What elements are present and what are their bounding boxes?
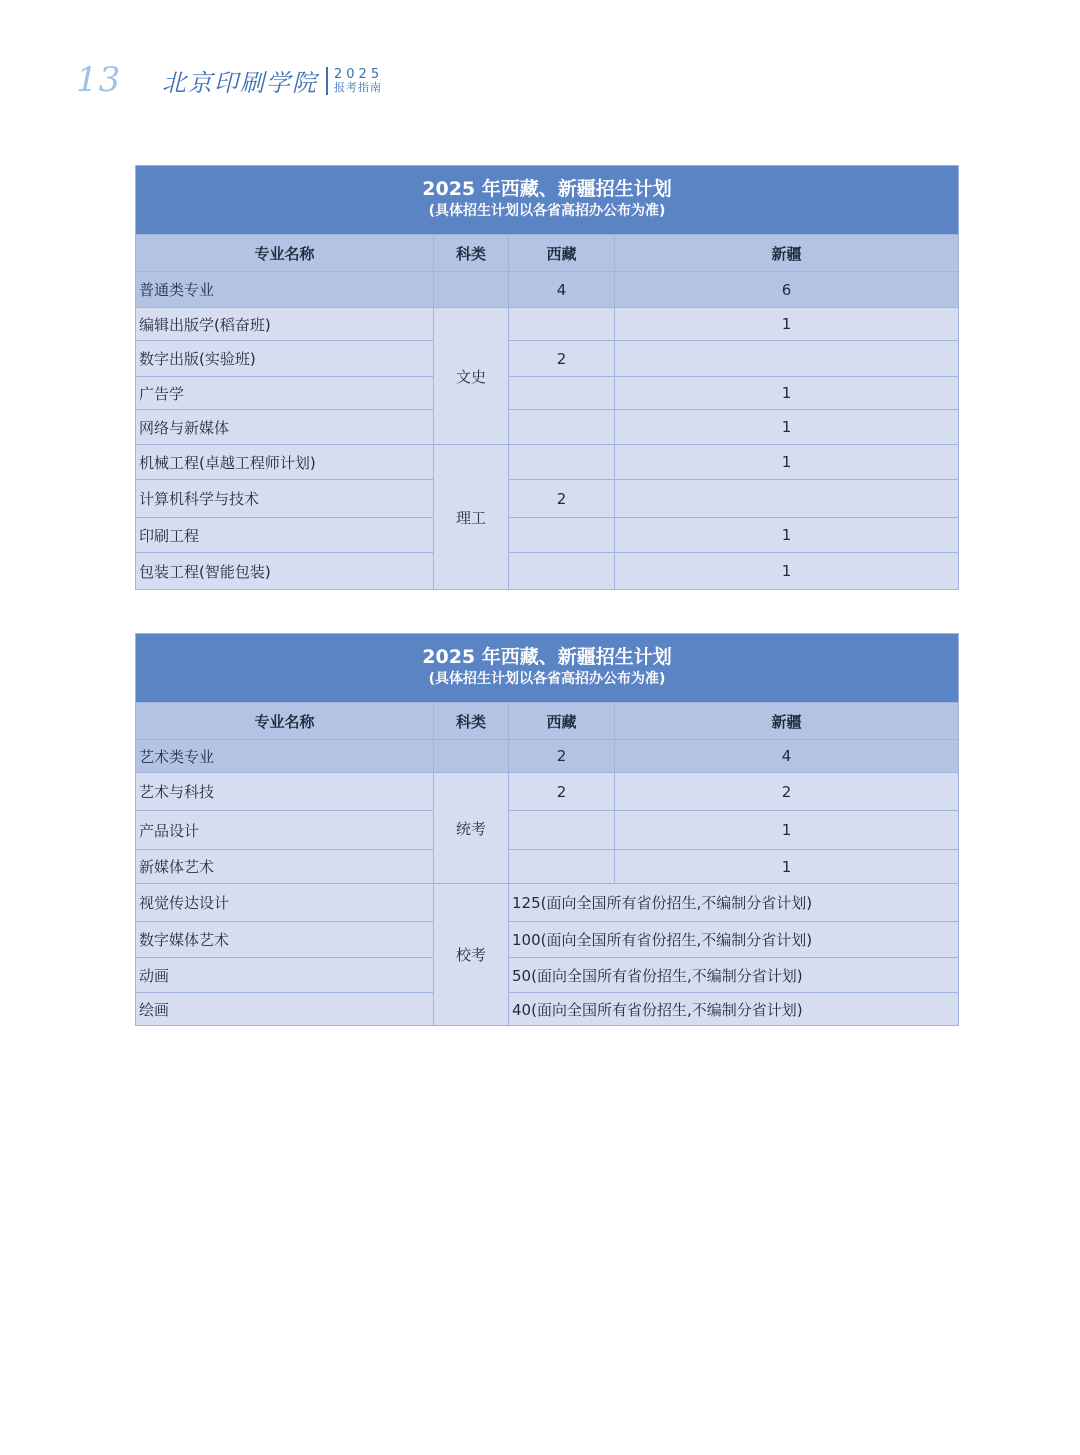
col-header-category: 科类 bbox=[434, 703, 509, 740]
table-row bbox=[136, 308, 959, 341]
major-name: 艺术与科技 bbox=[136, 773, 434, 811]
school-name: 北京印刷学院 bbox=[162, 69, 318, 97]
xizang-cell: 2 bbox=[509, 480, 615, 518]
table-row bbox=[136, 811, 959, 850]
table-row bbox=[136, 480, 959, 518]
quota-note: 50(面向全国所有省份招生,不编制分省计划) bbox=[509, 958, 959, 993]
summary-name: 普通类专业 bbox=[136, 272, 434, 308]
summary-xinjiang: 4 bbox=[615, 740, 959, 773]
xinjiang-cell: 1 bbox=[615, 377, 959, 410]
table-title-cell bbox=[136, 634, 959, 703]
major-name: 动画 bbox=[136, 958, 434, 993]
major-name: 网络与新媒体 bbox=[136, 410, 434, 445]
xinjiang-cell: 1 bbox=[615, 553, 959, 590]
summary-xizang: 4 bbox=[509, 272, 615, 308]
table-row bbox=[136, 850, 959, 884]
xinjiang-cell: 1 bbox=[615, 811, 959, 850]
category-cell: 校考 bbox=[434, 884, 509, 1026]
category-cell: 统考 bbox=[434, 773, 509, 884]
col-header-xinjiang: 新疆 bbox=[615, 235, 959, 272]
quota-note: 40(面向全国所有省份招生,不编制分省计划) bbox=[509, 993, 959, 1026]
brand-guide: 报考指南 bbox=[334, 80, 382, 94]
col-header-xinjiang: 新疆 bbox=[615, 703, 959, 740]
table-row bbox=[136, 884, 959, 922]
column-header-row bbox=[136, 235, 959, 272]
xizang-cell bbox=[509, 811, 615, 850]
table-row bbox=[136, 922, 959, 958]
xinjiang-cell: 1 bbox=[615, 445, 959, 480]
category-cell: 文史 bbox=[434, 308, 509, 445]
col-header-category: 科类 bbox=[434, 235, 509, 272]
col-header-xizang: 西藏 bbox=[509, 703, 615, 740]
summary-xizang: 2 bbox=[509, 740, 615, 773]
summary-row bbox=[136, 740, 959, 773]
summary-row bbox=[136, 272, 959, 308]
table-row bbox=[136, 993, 959, 1026]
table-row bbox=[136, 773, 959, 811]
xinjiang-cell bbox=[615, 341, 959, 377]
xizang-cell bbox=[509, 377, 615, 410]
major-name: 机械工程(卓越工程师计划) bbox=[136, 445, 434, 480]
quota-note: 125(面向全国所有省份招生,不编制分省计划) bbox=[509, 884, 959, 922]
col-header-major: 专业名称 bbox=[136, 235, 434, 272]
table-row bbox=[136, 445, 959, 480]
xizang-cell bbox=[509, 445, 615, 480]
enrollment-table-art bbox=[135, 633, 959, 1026]
brand-divider bbox=[326, 67, 328, 95]
table-row bbox=[136, 410, 959, 445]
major-name: 数字出版(实验班) bbox=[136, 341, 434, 377]
table-row bbox=[136, 341, 959, 377]
major-name: 产品设计 bbox=[136, 811, 434, 850]
xinjiang-cell: 1 bbox=[615, 410, 959, 445]
col-header-major: 专业名称 bbox=[136, 703, 434, 740]
table-row bbox=[136, 553, 959, 590]
col-header-xizang: 西藏 bbox=[509, 235, 615, 272]
summary-category bbox=[434, 272, 509, 308]
major-name: 广告学 bbox=[136, 377, 434, 410]
table-row bbox=[136, 958, 959, 993]
major-name: 包装工程(智能包装) bbox=[136, 553, 434, 590]
xinjiang-cell: 1 bbox=[615, 518, 959, 553]
xizang-cell bbox=[509, 553, 615, 590]
table-title-row bbox=[136, 634, 959, 703]
table-subtitle: (具体招生计划以各省高招办公布为准) bbox=[428, 671, 666, 687]
xizang-cell: 2 bbox=[509, 773, 615, 811]
xizang-cell bbox=[509, 518, 615, 553]
brand-subtitle bbox=[334, 68, 383, 94]
category-cell: 理工 bbox=[434, 445, 509, 590]
xinjiang-cell bbox=[615, 480, 959, 518]
xinjiang-cell: 1 bbox=[615, 850, 959, 884]
xinjiang-cell: 1 bbox=[615, 308, 959, 341]
summary-category bbox=[434, 740, 509, 773]
xizang-cell bbox=[509, 308, 615, 341]
xizang-cell: 2 bbox=[509, 341, 615, 377]
major-name: 新媒体艺术 bbox=[136, 850, 434, 884]
table-title: 2025 年西藏、新疆招生计划 bbox=[422, 646, 672, 668]
summary-name: 艺术类专业 bbox=[136, 740, 434, 773]
table-row bbox=[136, 518, 959, 553]
major-name: 编辑出版学(稻奋班) bbox=[136, 308, 434, 341]
table-title-cell bbox=[136, 166, 959, 235]
table-subtitle: (具体招生计划以各省高招办公布为准) bbox=[428, 203, 666, 219]
major-name: 印刷工程 bbox=[136, 518, 434, 553]
table-row bbox=[136, 377, 959, 410]
major-name: 数字媒体艺术 bbox=[136, 922, 434, 958]
quota-note: 100(面向全国所有省份招生,不编制分省计划) bbox=[509, 922, 959, 958]
table-title: 2025 年西藏、新疆招生计划 bbox=[422, 178, 672, 200]
summary-xinjiang: 6 bbox=[615, 272, 959, 308]
column-header-row bbox=[136, 703, 959, 740]
major-name: 绘画 bbox=[136, 993, 434, 1026]
major-name: 视觉传达设计 bbox=[136, 884, 434, 922]
xizang-cell bbox=[509, 850, 615, 884]
xinjiang-cell: 2 bbox=[615, 773, 959, 811]
table-title-row bbox=[136, 166, 959, 235]
page-number: 13 bbox=[76, 60, 122, 100]
enrollment-table-general bbox=[135, 165, 959, 590]
header-brand bbox=[162, 63, 383, 98]
xizang-cell bbox=[509, 410, 615, 445]
major-name: 计算机科学与技术 bbox=[136, 480, 434, 518]
brand-year: 2025 bbox=[334, 66, 384, 82]
